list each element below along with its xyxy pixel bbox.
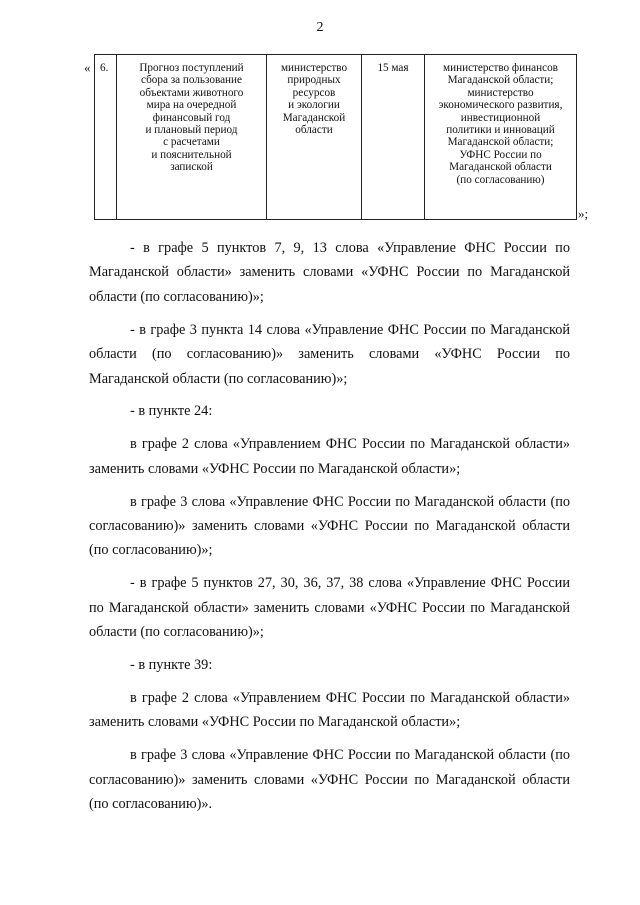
event-cell: [117, 55, 267, 220]
opening-quote: «: [84, 60, 91, 75]
recipients-text: министерство финансов Магаданской области; министерство экономического развития, инвестиционной политики и инноваций Магаданской области; УФНС России по Магаданской области (по согласованию): [438, 62, 563, 186]
amendment-table: [94, 54, 577, 220]
page-number: 2: [316, 20, 324, 35]
deadline-cell: [362, 55, 425, 220]
paragraph: в графе 3 слова «Управление ФНС России по Магаданской области (по согласованию)» заменить словами «УФНС России по Магаданской области (по согласованию)».: [89, 747, 570, 813]
deadline-text: 15 мая: [377, 62, 409, 74]
row-number: 6.: [100, 62, 109, 74]
amendment-text: [89, 236, 570, 817]
paragraph: - в пункте 39:: [130, 657, 213, 674]
row-number-cell: [95, 55, 117, 220]
paragraph: - в графе 5 пунктов 27, 30, 36, 37, 38 слова «Управление ФНС России по Магаданской области» заменить словами «УФНС России по Магаданской области (по согласованию)»;: [89, 575, 570, 641]
responsible-text: министерство природных ресурсов и экологии Магаданской области: [280, 62, 348, 137]
paragraph: в графе 2 слова «Управлением ФНС России по Магаданской области» заменить словами «УФНС России по Магаданской области»;: [89, 690, 570, 731]
event-text: Прогноз поступлений сбора за пользование объектами животного мира на очередной финансовый год и плановый период с расчетами и пояснительной запиской: [139, 62, 244, 174]
recipients-cell: [425, 55, 577, 220]
closing-quote: »;: [578, 206, 589, 221]
paragraph: в графе 2 слова «Управлением ФНС России по Магаданской области» заменить словами «УФНС России по Магаданской области»;: [89, 436, 570, 477]
responsible-cell: [267, 55, 362, 220]
paragraph: - в графе 3 пункта 14 слова «Управление ФНС России по Магаданской области (по согласованию)» заменить словами «УФНС России по Магаданской области (по согласованию)»;: [89, 321, 570, 387]
paragraph: - в пункте 24:: [130, 403, 213, 420]
paragraph: в графе 3 слова «Управление ФНС России по Магаданской области (по согласованию)» заменить словами «УФНС России по Магаданской области (по согласованию)»;: [89, 493, 570, 559]
table-row: [95, 55, 577, 220]
paragraph: - в графе 5 пунктов 7, 9, 13 слова «Управление ФНС России по Магаданской области» заменить словами «УФНС России по Магаданской области (по согласованию)»;: [89, 240, 570, 305]
